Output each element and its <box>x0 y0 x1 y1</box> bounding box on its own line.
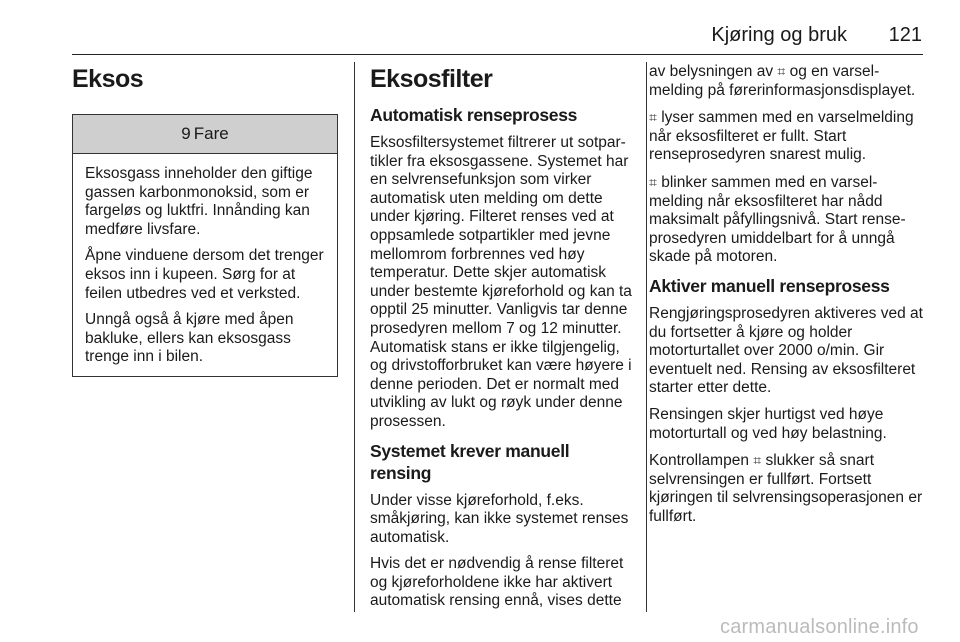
text-fragment: blinker sammen med en varselmelding når eksosfilteret har nådd maksimalt påfyllingsnivå. Start renseprosedyren umiddelbart for å unngå skade på motoren. <box>649 173 906 266</box>
body-paragraph: Rensingen skjer hurtigst ved høye motorturtall og ved høy belastning. <box>649 405 887 442</box>
text-fragment: av belysningen av <box>649 63 774 80</box>
warning-paragraph: Åpne vinduene dersom det trenger eksos inn i kupeen. Sørg for at feilen utbedres ved et verksted. <box>85 247 324 302</box>
warning-triangle-icon: 9 <box>181 123 191 143</box>
subheading-automatic-cleaning: Automatisk renseprosess <box>370 105 578 125</box>
filter-warning-lamp-icon: ⌗ <box>649 173 657 190</box>
column-3 <box>649 62 925 534</box>
body-paragraph: Eksosfiltersystemet filtrerer ut sotpartikler fra eksosgassene. Systemet har en selvrensefunksjon som virker automatisk uten melding om dette under kjøring. Filteret renses ved at oppsamlede sotpartikler med jevne mellomrom forbrennes ved høy temperatur. Dette skjer automatisk under bestemte kjøreforhold og kan ta opptil 25 minutter. Vanligvis tar denne prosedyren mellom 7 og 12 minutter. Automatisk stans er ikke tilgjengelig, og drivstofforbruket kan være høyere i denne perioden. Det er normalt med utvikling av lukt og røyk under denne prosessen. <box>370 134 632 430</box>
filter-warning-lamp-icon: ⌗ <box>777 63 786 79</box>
column-divider-2 <box>646 62 647 612</box>
body-paragraph: Hvis det er nødvendig å rense filteret og kjøreforholdene ikke har aktivert automatisk rensing ennå, vises dette <box>370 555 624 610</box>
text-fragment: og en varselmelding på førerinformasjonsdisplayet. <box>649 63 916 99</box>
body-paragraph <box>649 62 925 100</box>
filter-warning-lamp-icon: ⌗ <box>753 452 762 469</box>
header-divider <box>72 54 923 55</box>
text-fragment: slukker så snart selvrensingen er fullført. Fortsett kjøringen til selvrensingsoperasjonen er fullført. <box>649 452 923 525</box>
watermark: carmanualsonline.info <box>720 616 919 638</box>
subheading-activate-manual: Aktiver manuell renseprosess <box>649 275 890 296</box>
body-paragraph <box>649 451 925 526</box>
body-paragraph <box>649 173 925 267</box>
section-title-eksosfilter: Eksosfilter <box>370 65 493 93</box>
column-2 <box>370 62 632 619</box>
body-paragraph <box>649 108 925 165</box>
warning-paragraph: Eksosgass inneholder den giftige gassen karbonmonoksid, som er fargeløs og luktfri. Innånding kan medføre livsfare. <box>85 165 313 238</box>
column-1 <box>72 62 338 377</box>
danger-warning-box <box>72 114 338 377</box>
subheading-manual-cleaning: Systemet krever manuell rensing <box>370 440 570 483</box>
warning-header <box>73 115 337 154</box>
warning-label: Fare <box>193 123 229 143</box>
column-divider-1 <box>354 62 355 612</box>
warning-body <box>73 154 337 376</box>
warning-paragraph: Unngå også å kjøre med åpen bakluke, ellers kan eksosgass trenge inn i bilen. <box>85 311 294 366</box>
body-paragraph: Under visse kjøreforhold, f.eks. småkjøring, kan ikke systemet renses automatisk. <box>370 491 629 546</box>
page-number: 121 <box>888 24 922 46</box>
body-paragraph: Rengjøringsprosedyren aktiveres ved at du fortsetter å kjøre og holder motorturtallet over 2000 o/min. Gir eventuelt ned. Rensing av eksosfilteret starter etter dette. <box>649 304 923 397</box>
text-fragment: lyser sammen med en varselmelding når eksosfilteret er fullt. Start renseprosedyren snarest mulig. <box>649 109 914 164</box>
text-fragment: Kontrollampen <box>649 452 749 470</box>
page-header <box>0 24 922 50</box>
section-title-eksos: Eksos <box>72 65 144 93</box>
filter-warning-lamp-icon: ⌗ <box>649 109 657 126</box>
header-title: Kjøring og bruk <box>711 24 847 46</box>
